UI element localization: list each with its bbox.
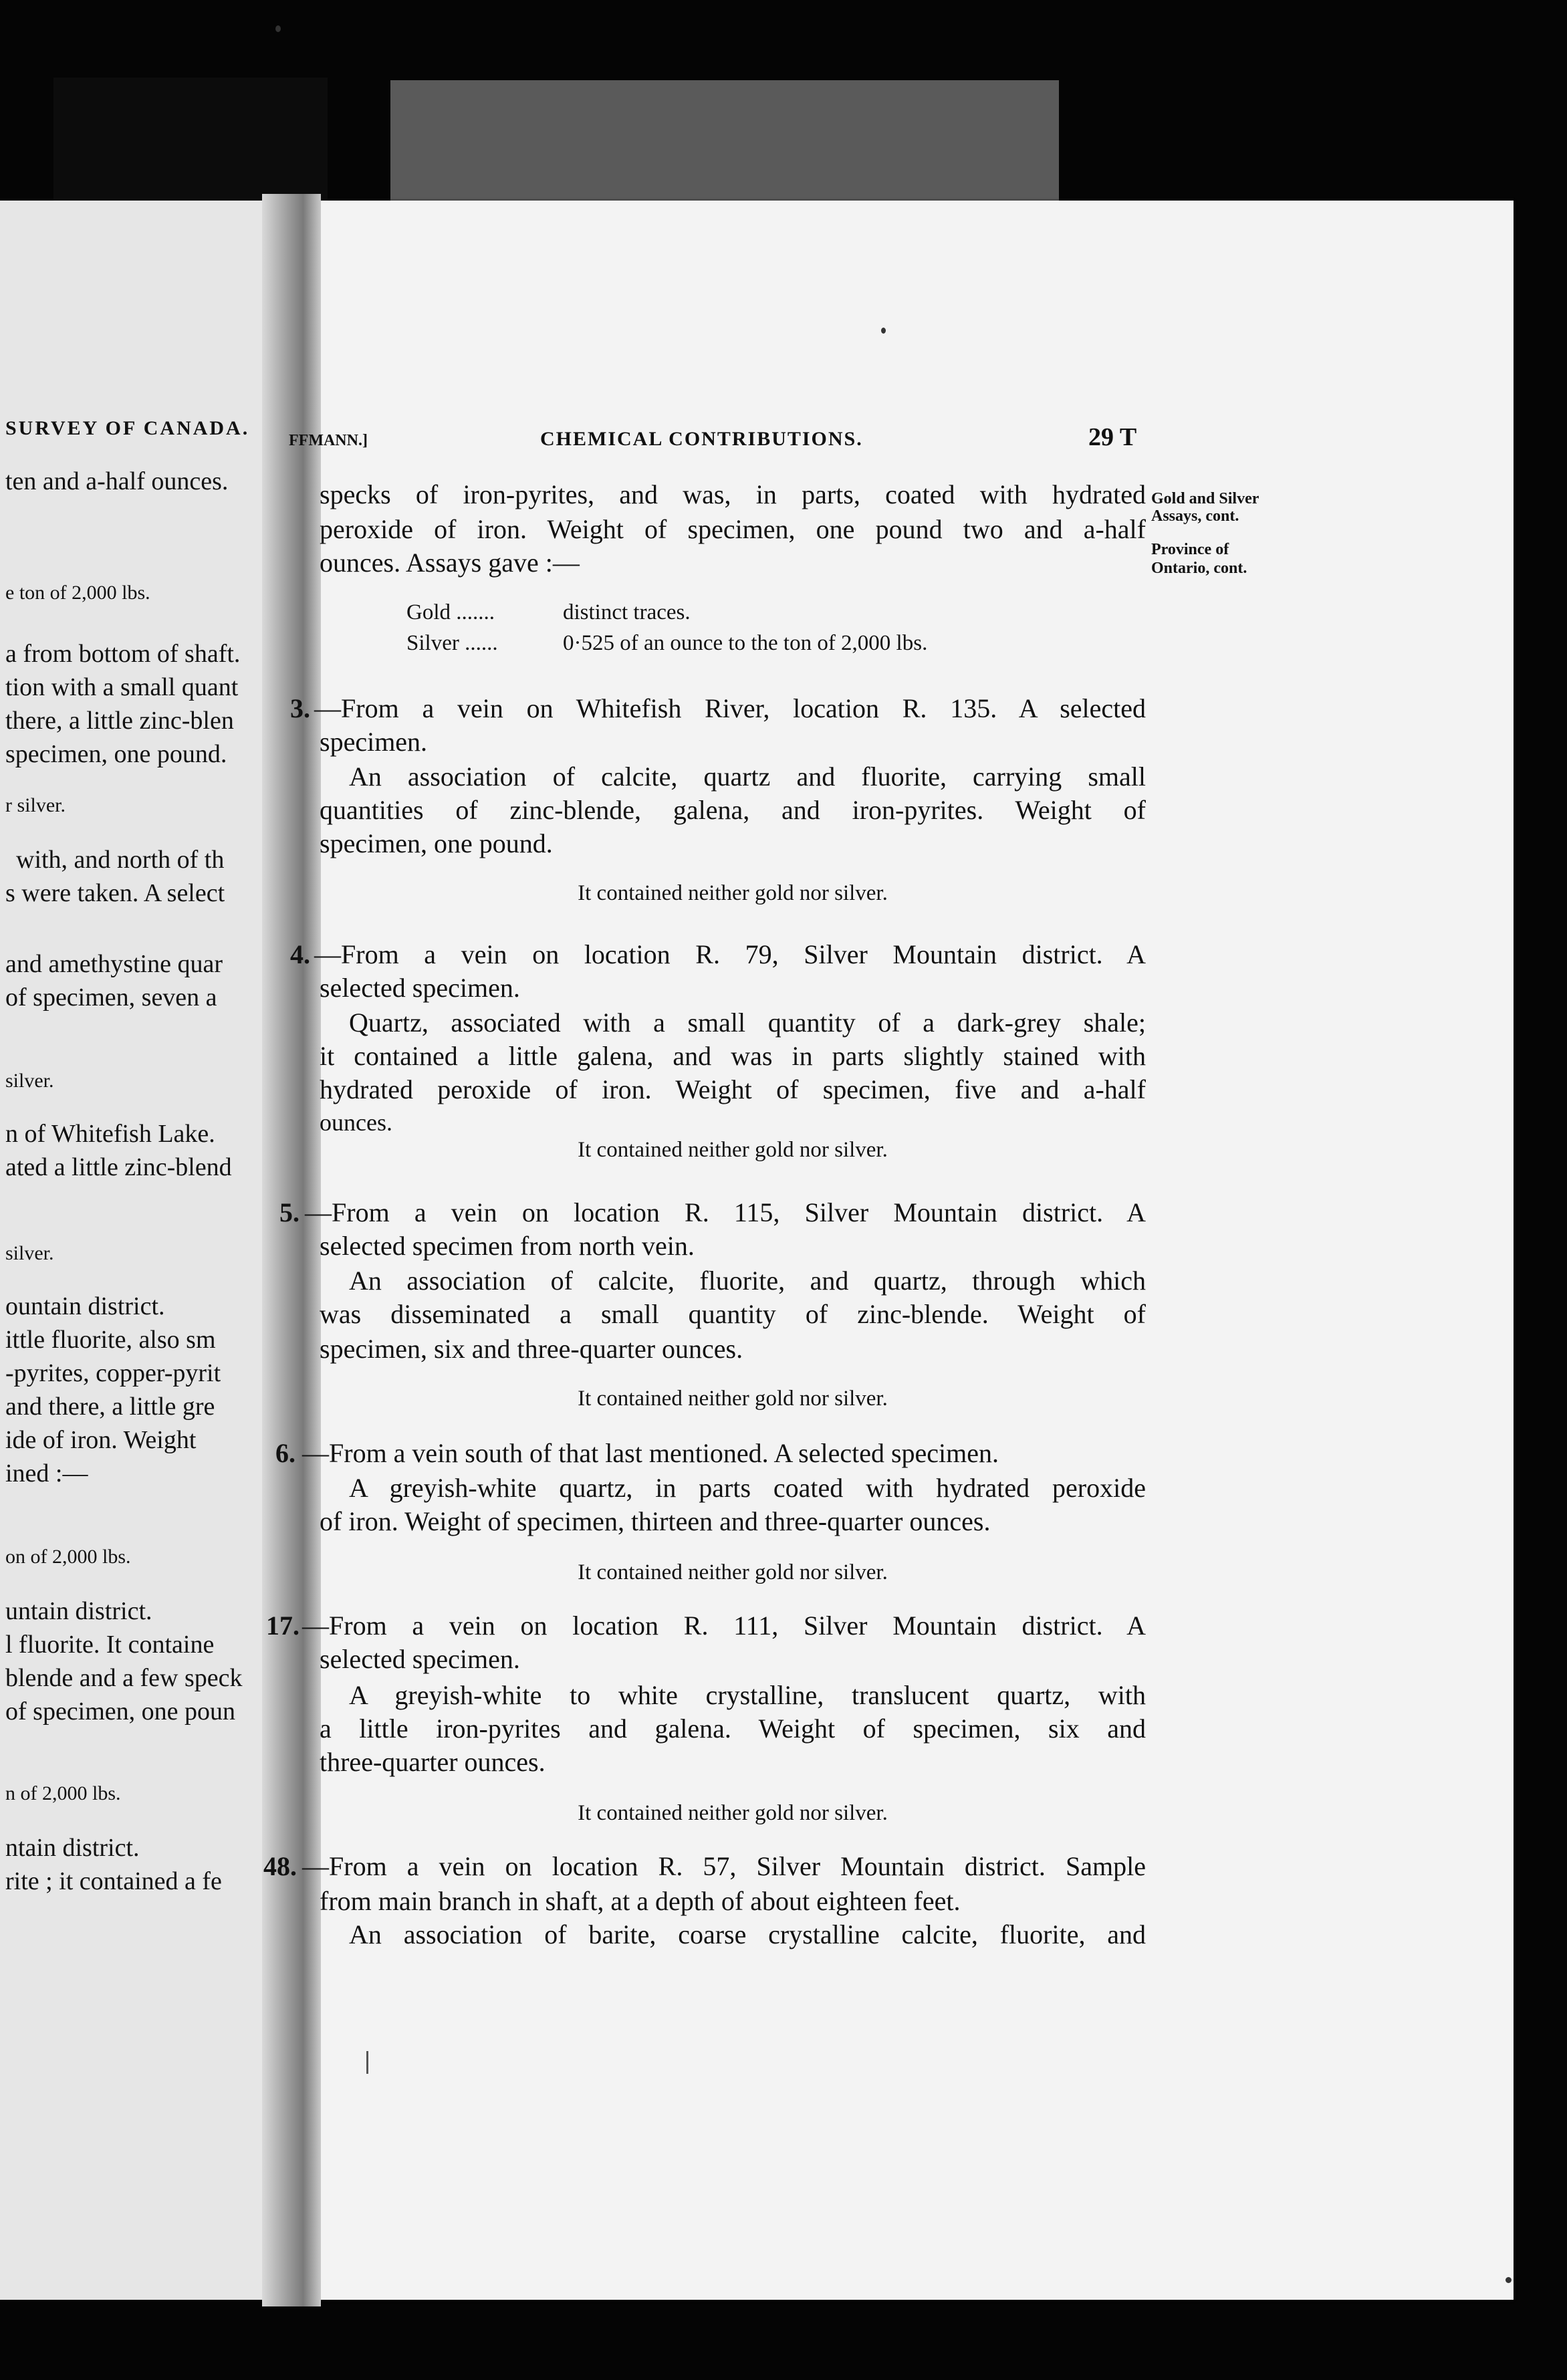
entry-result: It contained neither gold nor silver. (578, 1560, 888, 1584)
entry-desc-line: Quartz, associated with a small quantity of a dark-grey shale; (349, 1007, 1146, 1038)
entry-number: 4. (290, 939, 310, 969)
entry-desc-line: three-quarter ounces. (320, 1747, 546, 1777)
entry-result: It contained neither gold nor silver. (578, 881, 888, 905)
left-text-line: blende and a few speck (5, 1664, 243, 1692)
entry-result: It contained neither gold nor silver. (578, 1387, 888, 1411)
entry-desc-line: specimen, six and three-quarter ounces. (320, 1334, 743, 1364)
left-text-line: -pyrites, copper-pyrit (5, 1359, 221, 1387)
left-text-line: silver. (5, 1242, 54, 1264)
left-text-line: and there, a little gre (5, 1393, 215, 1421)
entry-desc-line: quantities of zinc-blende, galena, and iron-pyrites. Weight of (320, 795, 1146, 825)
left-text-line: e ton of 2,000 lbs. (5, 582, 150, 604)
left-text-line: of specimen, seven a (5, 983, 217, 1012)
left-text-line: ittle fluorite, also sm (5, 1326, 216, 1354)
body-line: peroxide of iron. Weight of specimen, one pound two and a-half (320, 514, 1146, 544)
entry-desc-line: ounces. (320, 1109, 392, 1136)
left-text-line: and amethystine quar (5, 950, 223, 978)
background-shadow (53, 78, 328, 205)
entry-heading-line: —From a vein south of that last mentioned. A selected specimen. (302, 1438, 999, 1468)
entry-number: 17. (266, 1611, 299, 1641)
body-line: specks of iron-pyrites, and was, in parts, coated with hydrated (320, 479, 1146, 509)
assay-label: Silver ...... (406, 631, 498, 655)
left-text-line: ntain district. (5, 1834, 140, 1862)
entry-heading-line: from main branch in shaft, at a depth of about eighteen feet. (320, 1886, 961, 1916)
entry-number: 5. (279, 1197, 299, 1227)
entry-result: It contained neither gold nor silver. (578, 1801, 888, 1825)
left-text-line: specimen, one pound. (5, 740, 227, 768)
entry-result: It contained neither gold nor silver. (578, 1138, 888, 1162)
assay-value: distinct traces. (563, 600, 691, 624)
assay-label: Gold ....... (406, 600, 495, 624)
dust-speck (275, 25, 281, 32)
page-number: 29 T (1088, 423, 1137, 451)
book-gutter (262, 194, 321, 2306)
left-text-line: on of 2,000 lbs. (5, 1546, 131, 1568)
entry-desc-line: A greyish-white to white crystalline, translucent quartz, with (349, 1680, 1146, 1710)
entry-number: 48. (263, 1851, 297, 1881)
entry-heading-line: —From a vein on location R. 57, Silver Mountain district. Sample (302, 1851, 1146, 1881)
entry-heading-line: selected specimen. (320, 1644, 520, 1674)
left-text-line: ountain district. (5, 1292, 165, 1320)
left-text-line: untain district. (5, 1597, 152, 1625)
entry-desc-line: was disseminated a small quantity of zinc-blende. Weight of (320, 1299, 1146, 1329)
entry-desc-line: An association of calcite, quartz and fluorite, carrying small (349, 761, 1146, 792)
background-paper-scrap (390, 80, 1059, 207)
left-running-head: SURVEY OF CANADA. (5, 417, 250, 439)
left-text-line: r silver. (5, 794, 66, 816)
page-scratch (366, 2051, 368, 2074)
entry-heading-line: —From a vein on location R. 115, Silver Mountain district. A (305, 1197, 1146, 1227)
entry-desc-line: A greyish-white quartz, in parts coated with hydrated peroxide (349, 1473, 1146, 1503)
margin-note: Gold and Silver (1151, 490, 1259, 507)
body-line: ounces. Assays gave :— (320, 548, 580, 578)
left-text-line: silver. (5, 1070, 54, 1092)
entry-desc-line: of iron. Weight of specimen, thirteen and three-quarter ounces. (320, 1506, 991, 1536)
entry-heading-line: —From a vein on location R. 79, Silver Mountain district. A (314, 939, 1146, 969)
left-text-line: ten and a-half ounces. (5, 467, 229, 495)
entry-desc-line: hydrated peroxide of iron. Weight of specimen, five and a-half (320, 1074, 1146, 1104)
left-text-line: ide of iron. Weight (5, 1426, 197, 1454)
entry-desc-line: An association of barite, coarse crystalline calcite, fluorite, and (349, 1919, 1146, 1949)
dust-speck (881, 328, 886, 334)
margin-note: Province of (1151, 541, 1229, 558)
author-bracket: FFMANN.] (289, 432, 368, 449)
assay-value: 0·525 of an ounce to the ton of 2,000 lbs. (563, 631, 928, 655)
entry-heading-line: specimen. (320, 727, 428, 757)
dust-speck (1505, 2277, 1512, 2283)
entry-heading-line: selected specimen from north vein. (320, 1231, 695, 1261)
entry-heading-line: selected specimen. (320, 973, 520, 1003)
entry-desc-line: a little iron-pyrites and galena. Weight of specimen, six and (320, 1713, 1146, 1744)
left-text-line: there, a little zinc-blen (5, 707, 234, 735)
margin-note: Ontario, cont. (1151, 560, 1247, 577)
entry-heading-line: —From a vein on location R. 111, Silver Mountain district. A (302, 1611, 1146, 1641)
entry-number: 6. (275, 1438, 295, 1468)
left-text-line: ined :— (5, 1459, 88, 1488)
entry-number: 3. (290, 693, 310, 723)
running-head: CHEMICAL CONTRIBUTIONS. (540, 428, 863, 450)
left-text-line: ated a little zinc-blend (5, 1153, 232, 1181)
left-text-line: n of 2,000 lbs. (5, 1782, 121, 1804)
left-text-line: with, and north of th (16, 846, 225, 874)
entry-desc-line: specimen, one pound. (320, 828, 553, 858)
left-text-line: s were taken. A select (5, 879, 225, 907)
left-text-line: of specimen, one poun (5, 1697, 236, 1726)
left-text-line: l fluorite. It containe (5, 1631, 215, 1659)
left-text-line: tion with a small quant (5, 673, 239, 701)
left-text-line: n of Whitefish Lake. (5, 1120, 215, 1148)
entry-desc-line: An association of calcite, fluorite, and quartz, through which (349, 1266, 1146, 1296)
entry-desc-line: it contained a little galena, and was in parts slightly stained with (320, 1041, 1146, 1071)
left-text-line: rite ; it contained a fe (5, 1867, 222, 1895)
left-page (0, 201, 302, 2300)
entry-heading-line: —From a vein on Whitefish River, location R. 135. A selected (314, 693, 1146, 723)
left-text-line: a from bottom of shaft. (5, 640, 241, 668)
margin-note: Assays, cont. (1151, 507, 1239, 525)
